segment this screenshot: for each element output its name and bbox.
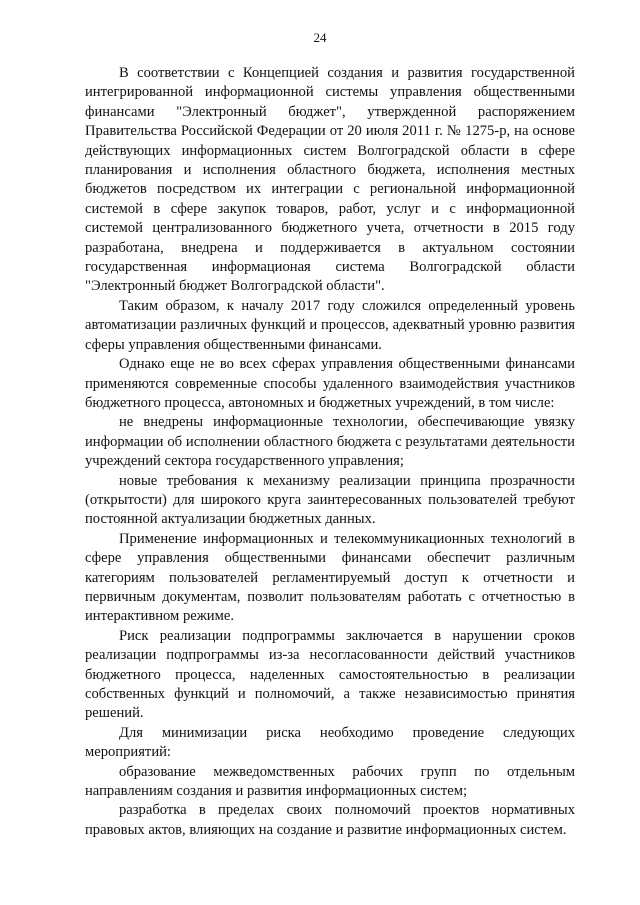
paragraph: Таким образом, к началу 2017 году сложился определенный уровень автоматизации различных функций и процессов, адекватный уровню развития сферы управления общественными финансами.: [85, 297, 575, 353]
page-number: 24: [313, 30, 327, 45]
paragraph: Применение информационных и телекоммуникационных технологий в сфере управления общественными финансами обеспечит различным категориям пользователей регламентируемый доступ к отчетности и первичным документам, позволит пользователям работать с отчетностью в интерактивном режиме.: [85, 530, 575, 625]
paragraph: В соответствии с Концепцией создания и развития государственной интегрированной информационной системы управления общественными финансами "Электронный бюджет", утвержденной распоряжением Правительства Российской Федерации от 20 июля 2011 г. № 1275-р, на основе действующих информационных систем Волгоградской области в сфере планирования и исполнения областного бюджета, исполнения местных бюджетов посредством их интеграции с региональной информационной системой в сфере закупок товаров, работ, услуг и с информационной системой централизованного бюджетного учета, отчетности в 2015 году разработана, внедрена и поддерживается в актуальном состоянии государственная информационая система Волгоградской области "Электронный бюджет Волгоградской области".: [85, 65, 575, 295]
document-body: [85, 64, 575, 840]
paragraph: Однако еще не во всех сферах управления общественными финансами применяются современные способы удаленного взаимодействия участников бюджетного процесса, автономных и бюджетных учреждений, в том числе:: [85, 356, 575, 411]
paragraph: разработка в пределах своих полномочий проектов нормативных правовых актов, влияющих на создание и развитие информационных систем.: [85, 802, 575, 838]
paragraph: образование межведомственных рабочих групп по отдельным направлениям создания и развития информационных систем;: [85, 763, 575, 800]
paragraph: Риск реализации подпрограммы заключается в нарушении сроков реализации подпрограммы из-за несогласованности действий участников бюджетного процесса, наделенных самостоятельностью в реализации собственных функций и полномочий, а также независимостью принятия решений.: [85, 627, 575, 722]
paragraph: не внедрены информационные технологии, обеспечивающие увязку информации об исполнении областного бюджета с результатами деятельности учреждений сектора государственного управления;: [85, 414, 575, 470]
paragraph: Для минимизации риска необходимо проведение следующих мероприятий:: [85, 724, 575, 761]
paragraph: новые требования к механизму реализации принципа прозрачности (открытости) для широкого круга заинтересованных пользователей требуют постоянной актуализации бюджетных данных.: [85, 472, 575, 528]
